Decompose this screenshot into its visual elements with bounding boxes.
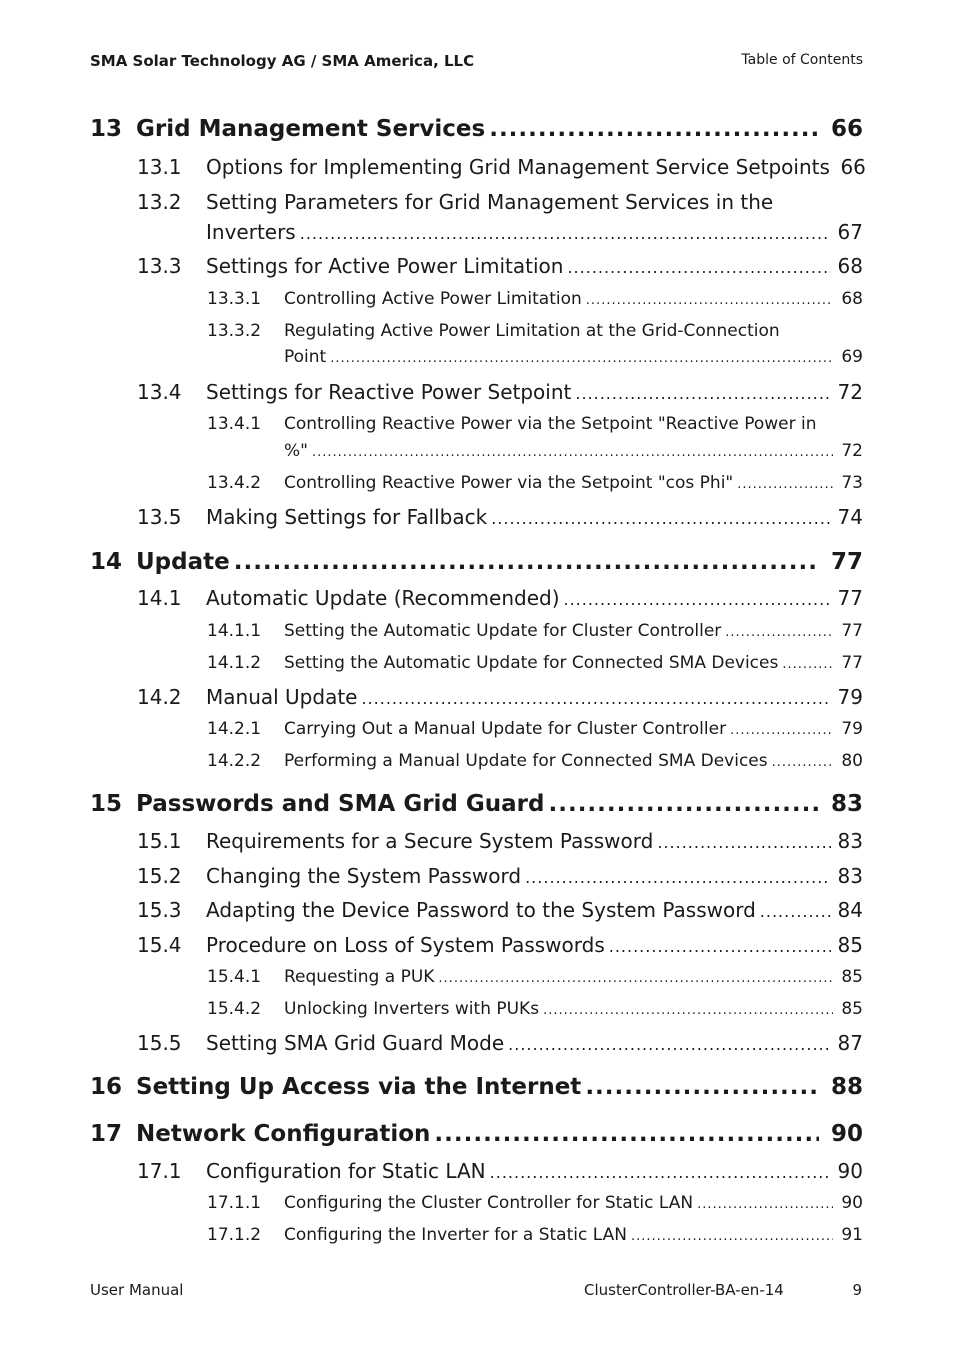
toc-title: Setting the Automatic Update for Cluster Controller: [284, 621, 722, 641]
toc-leader: [434, 1121, 819, 1147]
toc-page: 87: [837, 1031, 863, 1055]
toc-leader: [586, 293, 833, 308]
toc-title: Unlocking Inverters with PUKs: [284, 999, 540, 1019]
toc-page: 83: [837, 829, 863, 853]
toc-page: 79: [837, 685, 863, 709]
toc-page: 85: [841, 967, 863, 987]
toc-number: 14.1: [137, 586, 182, 610]
toc-number: 15.2: [137, 864, 182, 888]
toc-leader: [491, 509, 831, 528]
toc-number: 13.4.2: [207, 473, 262, 493]
toc-page: 88: [830, 1074, 863, 1100]
toc-entry-15[interactable]: [90, 791, 863, 817]
toc-number: 13.1: [137, 155, 182, 179]
toc-number: 13.3.2: [207, 321, 262, 341]
toc-leader: [548, 791, 819, 817]
toc-leader: [657, 833, 831, 852]
toc-page: 68: [841, 289, 863, 309]
toc-title: Setting Parameters for Grid Management Services in the: [206, 190, 774, 214]
toc-number: 14.1.2: [207, 653, 262, 673]
toc-leader: [312, 445, 833, 460]
toc-entry-14[interactable]: [90, 549, 863, 575]
toc-entry-14-2[interactable]: [137, 685, 863, 709]
toc-leader: [438, 971, 833, 986]
toc-number: 15.4.2: [207, 999, 262, 1019]
toc-entry-15-4[interactable]: [137, 933, 863, 957]
toc-leader: [489, 116, 819, 142]
footer-doc-id: ClusterController-BA-en-14: [584, 1281, 784, 1299]
toc-page: 77: [830, 549, 863, 575]
toc-title: Controlling Reactive Power via the Setpoint "cos Phi": [284, 473, 734, 493]
toc-leader: [490, 1163, 831, 1182]
toc-page: 83: [830, 791, 863, 817]
toc-page: 80: [841, 751, 863, 771]
toc-entry-14-2-2[interactable]: [207, 751, 863, 771]
toc-leader: [234, 549, 819, 575]
toc-entry-15-1[interactable]: [137, 829, 863, 853]
toc-entry-13-2-head[interactable]: [137, 190, 863, 214]
toc-number: 14.2: [137, 685, 182, 709]
toc-entry-13-5[interactable]: [137, 505, 863, 529]
toc-leader: [782, 657, 833, 672]
toc-leader: [330, 351, 833, 366]
toc-page: 85: [837, 933, 863, 957]
toc-title-cont: %": [284, 441, 308, 461]
toc-page: 74: [837, 505, 863, 529]
toc-title: Changing the System Password: [206, 864, 522, 888]
toc-title: Grid Management Services: [136, 116, 486, 142]
toc-number: 15.1: [137, 829, 182, 853]
toc-number: 13.3.1: [207, 289, 262, 309]
toc-number: 17.1: [137, 1159, 182, 1183]
toc-number: 14.1.1: [207, 621, 262, 641]
toc-number: 15: [90, 791, 123, 817]
toc-leader: [575, 384, 831, 403]
toc-entry-17-1-1[interactable]: [207, 1193, 863, 1213]
toc-page: 77: [841, 653, 863, 673]
toc-title: Requirements for a Secure System Password: [206, 829, 654, 853]
toc-number: 14.2.2: [207, 751, 262, 771]
toc-number: 13.4: [137, 380, 182, 404]
toc-entry-14-2-1[interactable]: [207, 719, 863, 739]
toc-number: 13.3: [137, 254, 182, 278]
toc-entry-15-2[interactable]: [137, 864, 863, 888]
toc-title: Requesting a PUK: [284, 967, 435, 987]
toc-title: Network Configuration: [136, 1121, 431, 1147]
toc-leader: [543, 1003, 833, 1018]
toc-entry-13-3-2[interactable]: [284, 347, 863, 367]
toc-number: 15.3: [137, 898, 182, 922]
toc-leader: [725, 625, 833, 640]
toc-entry-15-3[interactable]: [137, 898, 863, 922]
toc-number: 13.4.1: [207, 414, 262, 434]
toc-number: 16: [90, 1074, 123, 1100]
toc-leader: [525, 868, 831, 887]
toc-entry-17-1-2[interactable]: [207, 1225, 863, 1245]
toc-number: 13.2: [137, 190, 182, 214]
toc-leader: [697, 1197, 833, 1212]
toc-entry-13-4-1[interactable]: [284, 441, 863, 461]
toc-entry-14-1-2[interactable]: [207, 653, 863, 673]
toc-entry-13-1[interactable]: [137, 155, 866, 179]
toc-page: 90: [841, 1193, 863, 1213]
toc-title: Controlling Reactive Power via the Setpoint "Reactive Power in: [284, 414, 817, 434]
toc-title: Configuration for Static LAN: [206, 1159, 486, 1183]
toc-number: 17.1.2: [207, 1225, 262, 1245]
toc-leader: [737, 477, 833, 492]
footer-page-number: 9: [852, 1281, 862, 1299]
toc-title: Configuring the Cluster Controller for Static LAN: [284, 1193, 694, 1213]
toc-entry-13-3-1[interactable]: [207, 289, 863, 309]
toc-number: 15.5: [137, 1031, 182, 1055]
toc-page: 66: [830, 116, 863, 142]
toc-entry-13-3[interactable]: [137, 254, 863, 278]
toc-page: 72: [837, 380, 863, 404]
toc-title: Setting SMA Grid Guard Mode: [206, 1031, 505, 1055]
toc-title: Making Settings for Fallback: [206, 505, 488, 529]
toc-title: Settings for Reactive Power Setpoint: [206, 380, 572, 404]
toc-entry-15-4-1[interactable]: [207, 967, 863, 987]
toc-entry-14-1[interactable]: [137, 586, 863, 610]
toc-page: 66: [840, 155, 866, 179]
toc-entry-15-4-2[interactable]: [207, 999, 863, 1019]
toc-leader: [508, 1035, 831, 1054]
toc-title: Regulating Active Power Limitation at the Grid-Connection: [284, 321, 780, 341]
toc-number: 15.4: [137, 933, 182, 957]
header-company: SMA Solar Technology AG / SMA America, LLC: [90, 52, 475, 70]
toc-page: 73: [841, 473, 863, 493]
toc-page: 84: [837, 898, 863, 922]
toc-leader: [730, 723, 833, 738]
toc-title: Carrying Out a Manual Update for Cluster Controller: [284, 719, 727, 739]
toc-leader: [760, 902, 831, 921]
toc-title: Adapting the Device Password to the System Password: [206, 898, 756, 922]
toc-entry-13-3-2-head[interactable]: [207, 321, 780, 341]
toc-entry-17-1[interactable]: [137, 1159, 863, 1183]
toc-number: 14: [90, 549, 123, 575]
toc-title: Setting Up Access via the Internet: [136, 1074, 582, 1100]
toc-title: Performing a Manual Update for Connected SMA Devices: [284, 751, 768, 771]
toc-entry-17[interactable]: [90, 1121, 863, 1147]
toc-title: Configuring the Inverter for a Static LAN: [284, 1225, 627, 1245]
toc-leader: [609, 937, 831, 956]
toc-number: 17: [90, 1121, 123, 1147]
toc-leader: [564, 590, 832, 609]
toc-page: 69: [841, 347, 863, 367]
toc-title: Options for Implementing Grid Management Service Setpoints: [206, 155, 830, 179]
toc-entry-14-1-1[interactable]: [207, 621, 863, 641]
toc-page: 72: [841, 441, 863, 461]
header-section: Table of Contents: [741, 52, 863, 68]
footer-manual-type: User Manual: [90, 1281, 184, 1299]
toc-leader: [361, 689, 831, 708]
toc-page: 83: [837, 864, 863, 888]
toc-page: 67: [837, 220, 863, 244]
toc-page: 91: [841, 1225, 863, 1245]
toc-entry-13-2[interactable]: [206, 220, 863, 244]
toc-number: 14.2.1: [207, 719, 262, 739]
toc-page: 79: [841, 719, 863, 739]
toc-entry-13[interactable]: [90, 116, 863, 142]
toc-entry-13-4-1-head[interactable]: [207, 414, 817, 434]
toc-number: 13: [90, 116, 123, 142]
toc-page: 90: [837, 1159, 863, 1183]
toc-title: Automatic Update (Recommended): [206, 586, 560, 610]
toc-leader: [631, 1229, 833, 1244]
toc-number: 17.1.1: [207, 1193, 262, 1213]
toc-number: 13.5: [137, 505, 182, 529]
toc-page: 90: [830, 1121, 863, 1147]
toc-page: 68: [837, 254, 863, 278]
toc-title: Manual Update: [206, 685, 358, 709]
toc-entry-16[interactable]: [90, 1074, 863, 1100]
toc-title: Procedure on Loss of System Passwords: [206, 933, 605, 957]
toc-title: Update: [136, 549, 230, 575]
toc-leader: [567, 258, 831, 277]
toc-entry-15-5[interactable]: [137, 1031, 863, 1055]
toc-title-cont: Point: [284, 347, 327, 367]
toc-title: Passwords and SMA Grid Guard: [136, 791, 545, 817]
toc-page: 77: [841, 621, 863, 641]
toc-leader: [585, 1074, 819, 1100]
toc-page: 77: [837, 586, 863, 610]
toc-title: Settings for Active Power Limitation: [206, 254, 564, 278]
toc-title-cont: Inverters: [206, 220, 296, 244]
toc-entry-13-4[interactable]: [137, 380, 863, 404]
toc-number: 15.4.1: [207, 967, 262, 987]
toc-title: Setting the Automatic Update for Connected SMA Devices: [284, 653, 779, 673]
toc-title: Controlling Active Power Limitation: [284, 289, 582, 309]
toc-leader: [772, 755, 833, 770]
toc-leader: [300, 224, 831, 243]
toc-entry-13-4-2[interactable]: [207, 473, 863, 493]
toc-page: 85: [841, 999, 863, 1019]
